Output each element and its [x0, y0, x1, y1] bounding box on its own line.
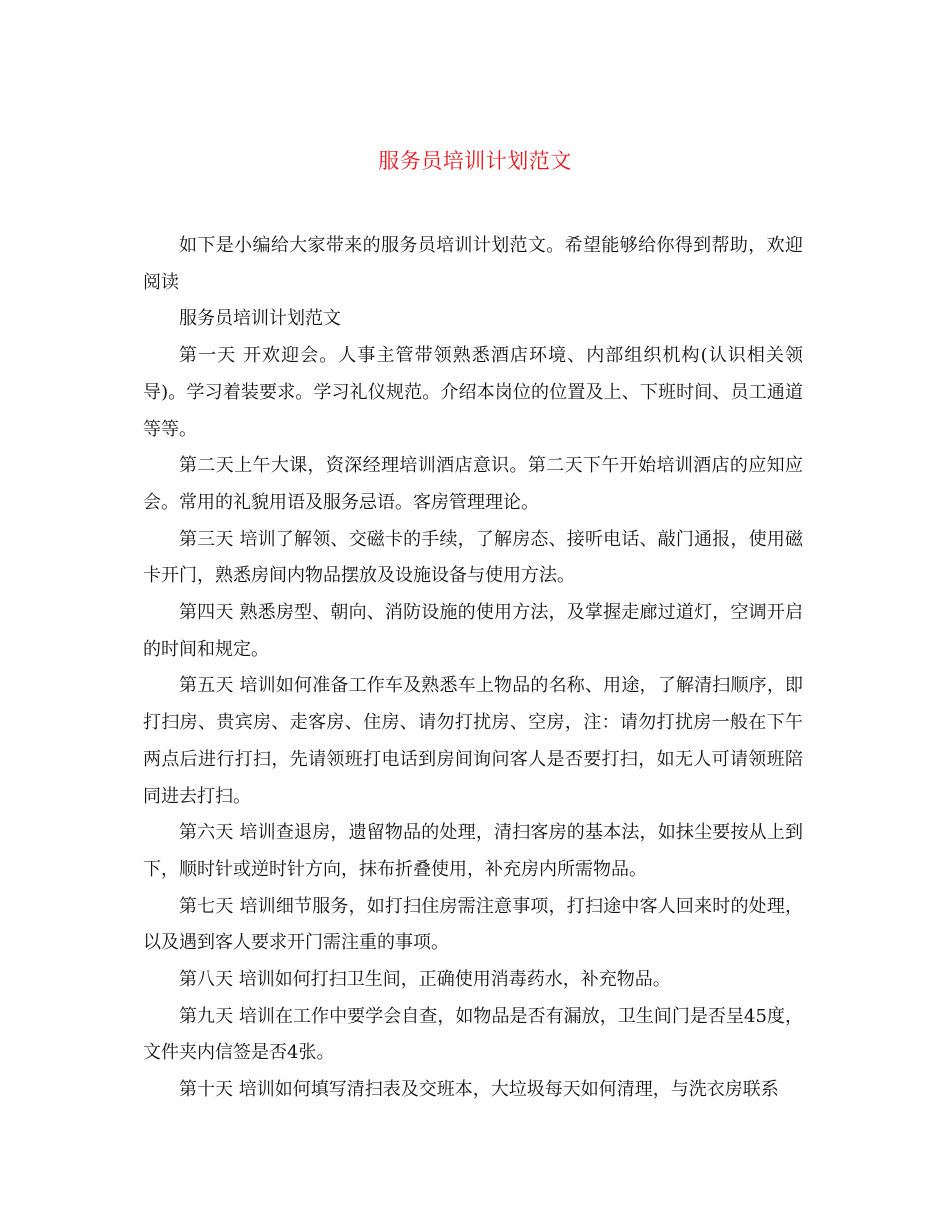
paragraph-subtitle: 服务员培训计划范文: [179, 308, 341, 330]
paragraph-day-10: 第十天 培训如何填写清扫表及交班本，大垃圾每天如何清理，与洗衣房联系: [179, 1079, 779, 1101]
paragraph-intro: 如下是小编给大家带来的服务员培训计划范文。希望能够给你得到帮助，欢迎阅读: [143, 235, 803, 293]
document-body: [143, 228, 803, 1109]
paragraph-day-1: 第一天 开欢迎会。人事主管带领熟悉酒店环境、内部组织机构(认识相关领导)。学习着装要求。学习礼仪规范。介绍本岗位的位置及上、下班时间、员工通道等等。: [143, 345, 803, 440]
paragraph-day-2: 第二天上午大课，资深经理培训酒店意识。第二天下午开始培训酒店的应知应会。常用的礼貌用语及服务忌语。客房管理理论。: [143, 455, 803, 513]
paragraph-day-6: 第六天 培训查退房，遗留物品的处理，清扫客房的基本法，如抹尘要按从上到下，顺时针或逆时针方向，抹布折叠使用，补充房内所需物品。: [143, 822, 803, 880]
paragraph-day-4: 第四天 熟悉房型、朝向、消防设施的使用方法，及掌握走廊过道灯，空调开启的时间和规定。: [143, 602, 803, 660]
paragraph-day-3: 第三天 培训了解领、交磁卡的手续，了解房态、接听电话、敲门通报，使用磁卡开门，熟悉房间内物品摆放及设施设备与使用方法。: [143, 528, 803, 587]
paragraph-day-8: 第八天 培训如何打扫卫生间，正确使用消毒药水，补充物品。: [179, 969, 671, 991]
document-title: 服务员培训计划范文: [378, 149, 572, 173]
paragraph-day-7: 第七天 培训细节服务，如打扫住房需注意事项，打扫途中客人回来时的处理，以及遇到客人要求开门需注重的事项。: [143, 895, 803, 954]
paragraph-day-5: 第五天 培训如何准备工作车及熟悉车上物品的名称、用途，了解清扫顺序，即打扫房、贵宾房、走客房、住房、请勿打扰房、空房，注：请勿打扰房一般在下午两点后进行打扫，先请领班打电话到房间询问客人是否要打扫，如无人可请领班陪同进去打扫。: [143, 675, 803, 807]
paragraph-day-9: 第九天 培训在工作中要学会自查，如物品是否有漏放，卫生间门是否呈45度，文件夹内信签是否4张。: [143, 1005, 803, 1064]
